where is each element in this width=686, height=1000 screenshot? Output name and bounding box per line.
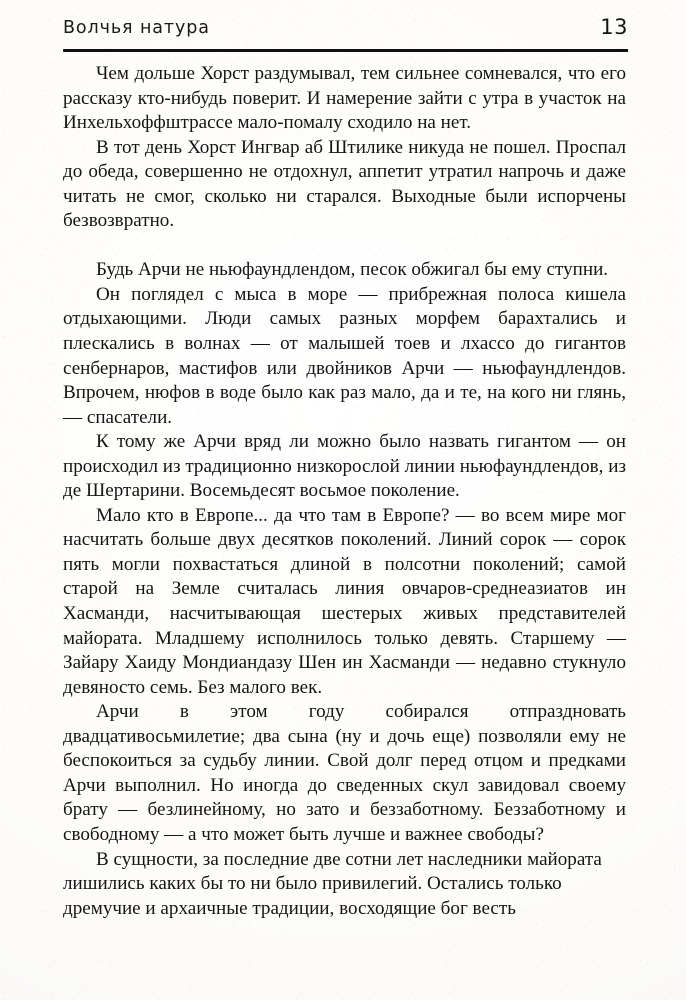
- paragraph: К тому же Арчи вряд ли можно было назвать гигантом — он происходил из традиционно низкорослой линии ньюфаундлендов, из де Шертарини. Восемьдесят восьмое поколение.: [63, 431, 626, 502]
- paragraph: В тот день Хорст Ингвар аб Штилике никуда не пошел. Проспал до обеда, совершенно не отдохнул, аппетит утратил напрочь и даже читать не смог, сколько ни старался. Выходные были испорчены безвозвратно.: [63, 136, 626, 232]
- paragraph: Чем дольше Хорст раздумывал, тем сильнее сомневался, что его рассказу кто-нибудь поверит. И намерение зайти с утра в участок на Инхельхоффштрассе мало-помалу сходило на нет.: [63, 63, 626, 134]
- body-text-column: [63, 62, 626, 921]
- paragraph: Арчи в этом году собирался отпраздновать двадцативосьмилетие; два сына (ну и дочь еще) позволяли ему не беспокоиться за судьбу линии. Свой долг перед отцом и предками Арчи выполнил. Но иногда до сведенных скул завидовал своему брату — безлинейному, но зато и беззаботному. Беззаботному и свободному — а что может быть лучше и важнее свободы?: [63, 701, 626, 845]
- paragraph: В сущности, за последние две сотни лет наследники майората лишились каких бы то ни было привилегий. Остались только дремучие и архаичные традиции, восходящие бог весть: [63, 848, 602, 919]
- page-number: 13: [600, 15, 628, 39]
- paragraph: Он поглядел с мыса в море — прибрежная полоса кишела отдыхающими. Люди самых разных морфем барахтались и плескались в волнах — от малышей тоев и лхассо до гигантов сенбернаров, мастифов или двойников Арчи — ньюфаундлендов. Впрочем, нюфов в воде было как раз мало, да и те, на кого ни глянь, — спасатели.: [63, 283, 626, 428]
- paragraph: Будь Арчи не ньюфаундлендом, песок обжигал бы ему ступни.: [96, 259, 609, 281]
- paragraph: Мало кто в Европе... да что там в Европе? — во всем мире мог насчитать больше двух десятков поколений. Линий сорок — сорок пять могли похвастаться длиной в полсотни поколений; самой старой на Земле считалась линия овчаров-среднеазиатов ин Хасманди, насчитывающая шестерых живых представителей майората. Младшему исполнилось только девять. Старшему — Зайару Хаиду Мондиандазу Шен ин Хасманди — недавно стукнуло девяносто семь. Без малого век.: [63, 504, 626, 698]
- running-head-title: Волчья натура: [63, 18, 210, 38]
- header-rule: [63, 49, 628, 52]
- running-head: [63, 15, 628, 52]
